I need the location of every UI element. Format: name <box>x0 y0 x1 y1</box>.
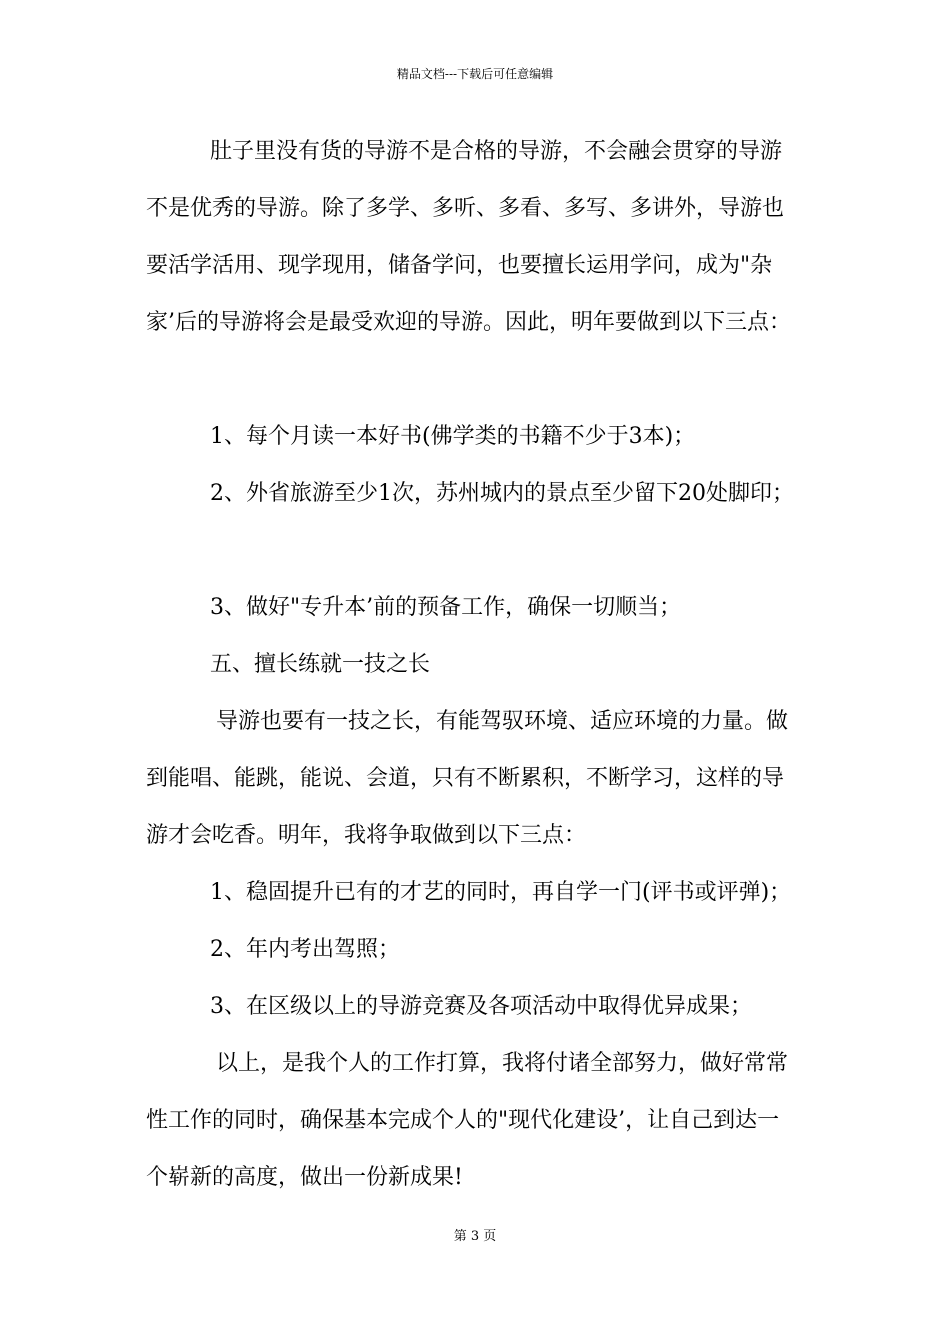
paragraph-line: 游才会吃香。明年，我将争取做到以下三点： <box>146 823 587 848</box>
paragraph-line: 到能唱、能跳，能说、会道，只有不断累积，不断学习，这样的导 <box>146 766 785 791</box>
paragraph-line: 个崭新的高度，做出一份新成果! <box>146 1165 463 1190</box>
paragraph-line: 家’后的导游将会是最受欢迎的导游。因此，明年要做到以下三点： <box>146 310 791 335</box>
list-item: 2、年内考出驾照； <box>210 937 400 962</box>
paragraph-line: 肚子里没有货的导游不是合格的导游，不会融会贯穿的导游 <box>210 139 783 164</box>
list-item: 1、每个月读一本好书(佛学类的书籍不少于3本)； <box>210 424 696 449</box>
paragraph-line: 以上，是我个人的工作打算，我将付诸全部努力，做好常常 <box>216 1051 789 1076</box>
paragraph-line: 要活学活用、现学现用，储备学问，也要擅长运用学问，成为"杂 <box>146 253 773 278</box>
page-header: 精品文档---下载后可任意编辑 <box>396 67 554 81</box>
list-item: 1、稳固提升已有的才艺的同时，再自学一门(评书或评弹)； <box>210 880 792 905</box>
section-heading: 五、擅长练就一技之长 <box>210 652 431 677</box>
paragraph-line: 性工作的同时，确保基本完成个人的"现代化建设’，让自己到达一 <box>146 1108 780 1133</box>
paragraph-line: 不是优秀的导游。除了多学、多听、多看、多写、多讲外，导游也 <box>146 196 785 221</box>
list-item: 3、在区级以上的导游竞赛及各项活动中取得优异成果； <box>210 994 752 1019</box>
list-item: 2、外省旅游至少1次，苏州城内的景点至少留下20处脚印； <box>210 481 794 506</box>
page-number: 第 3 页 <box>453 1229 497 1244</box>
paragraph-line: 导游也要有一技之长，有能驾驭环境、适应环境的力量。做 <box>216 709 789 734</box>
list-item: 3、做好"专升本’前的预备工作，确保一切顺当； <box>210 595 682 620</box>
